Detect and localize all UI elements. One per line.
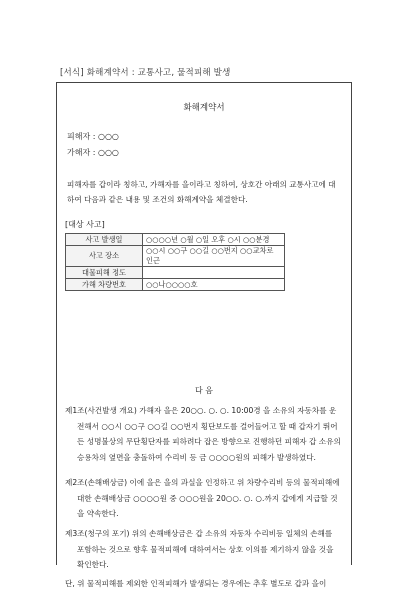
incident-label: 사고 장소 — [66, 246, 143, 267]
incident-value: ○○시 ○○구 ○○길 ○○번지 ○○교차로 인근 — [143, 246, 285, 267]
incident-value: ○○○○년 ○월 ○일 오후 ○시 ○○분경 — [143, 234, 285, 246]
article-text: 제1조(사건발생 개요) 가해자 을은 20○○. ○. ○. 10:00경 을 소유의 자동차를 운전해서 ○○시 ○○구 ○○길 ○○번지 횡단보도를 걸어들어고 할 때 갑자기 뛰어 든 성명불상의 무단횡단자를 피하려다 잡은 방향으로 진행하던 피해자 갑 소유의 승용차의 옆면을 충돌하여 수리비 등 금 ○○○○원의 피해가 발생하였다. — [65, 406, 341, 462]
incident-section-label: [대상 사고] — [65, 220, 105, 229]
article-2 — [65, 475, 341, 522]
article-3 — [65, 526, 341, 573]
doc-title: 화해계약서 — [183, 103, 225, 113]
incident-table — [65, 233, 285, 291]
table-row — [66, 246, 285, 267]
article-text: 제3조(청구의 포기) 위의 손해배상금은 갑 소유의 자동차 수리비등 일체의 손해를 포함하는 것으로 향후 물적피해에 대하여서는 상호 이의를 제기하지 않을 것을 확인한다. — [65, 529, 334, 569]
article-3-proviso — [65, 576, 341, 592]
table-row — [66, 279, 285, 291]
incident-value: ○○나○○○○호 — [143, 279, 285, 291]
table-row — [66, 234, 285, 246]
form-header: [서식] 화해계약서 : 교통사고, 물적피해 발생 — [60, 68, 231, 78]
victim-line: 피해자 : ○○○ — [67, 132, 119, 141]
offender-line: 가해자 : ○○○ — [67, 148, 119, 157]
incident-value — [143, 267, 285, 279]
table-row — [66, 267, 285, 279]
contract-frame — [56, 82, 352, 588]
articles-title: 다 음 — [195, 386, 213, 395]
incident-label: 대물피해 정도 — [66, 267, 143, 279]
intro-paragraph: 피해자를 갑이라 칭하고, 가해자를 을이라고 칭하여, 상호간 아래의 교통사고에 대하여 다음과 같은 내용 및 조건의 화해계약을 체결한다. — [67, 180, 336, 204]
incident-label: 사고 발생일 — [66, 234, 143, 246]
incident-label: 가해 차량번호 — [66, 279, 143, 291]
article-text: 단, 위 물적피해를 제외한 인적피해가 발생되는 경우에는 추후 별도로 갑과 을이 — [65, 579, 327, 588]
article-text: 제2조(손해배상금) 이에 을은 을의 과실을 인정하고 위 차량수리비 등의 물적피해에 대한 손해배상금 ○○○○원 중 ○○○원을 20○○. ○. ○.까지 갑에게 지급할 것을 약속한다. — [65, 478, 340, 518]
article-1 — [65, 403, 341, 465]
